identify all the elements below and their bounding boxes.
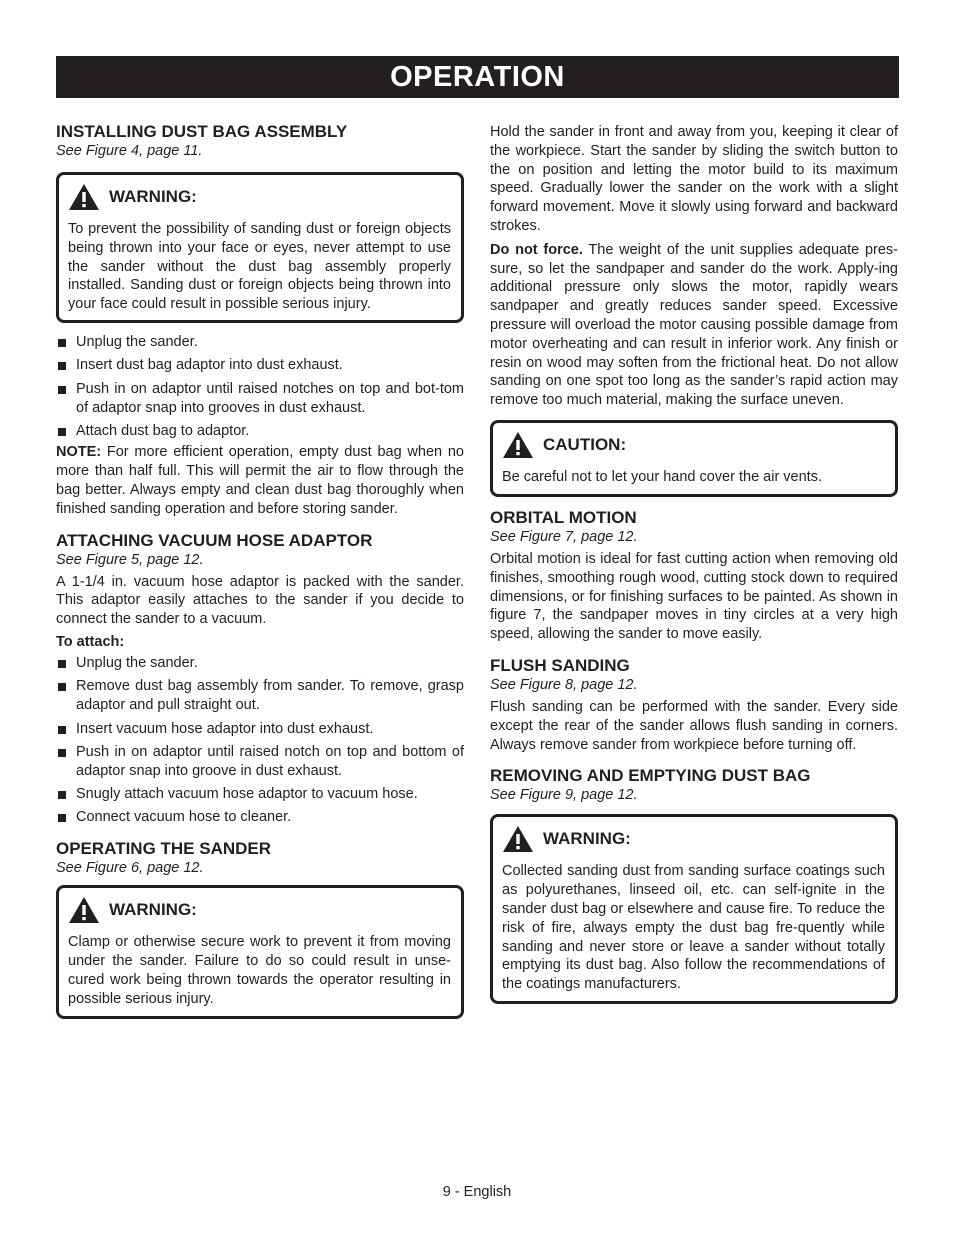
- note-paragraph: [56, 443, 464, 518]
- figure-reference: See Figure 9, page 12.: [490, 787, 638, 804]
- do-not-force-lead: Do not force.: [490, 241, 583, 258]
- warning-triangle-icon: [68, 896, 100, 924]
- right-column: [490, 122, 898, 1004]
- warning-triangle-icon: [502, 431, 534, 459]
- flush-text: Flush sanding can be performed with the sander. Every side except the rear of the sander allows flush sanding in corners. Always remove sander from workpiece before turning off.: [490, 698, 898, 753]
- figure-reference: See Figure 4, page 11.: [56, 143, 203, 159]
- figure-reference: See Figure 8, page 12.: [490, 676, 638, 693]
- list-item: Attach dust bag to adaptor.: [56, 422, 464, 441]
- list-item: Push in on adaptor until raised notches on top and bot-tom of adaptor snap into grooves in dust exhaust.: [56, 380, 464, 418]
- warning-triangle-icon: [502, 825, 534, 853]
- list-item: Remove dust bag assembly from sander. To remove, grasp adaptor and pull straight out.: [56, 677, 464, 715]
- figure-reference: See Figure 6, page 12.: [56, 860, 204, 877]
- section-heading-removing: REMOVING AND EMPTYING DUST BAG: [490, 766, 811, 786]
- note-text: For more efficient operation, empty dust bag when no more than half full. This will permit the air to flow through the bag better. Always empty and clean dust bag thoroughly when finished sanding operation and before storing sander.: [56, 444, 464, 517]
- list-item: Unplug the sander.: [56, 333, 464, 352]
- figure-reference: See Figure 7, page 12.: [490, 528, 638, 545]
- page-number: 9 - English: [442, 1184, 512, 1200]
- section-heading-orbital: ORBITAL MOTION: [490, 507, 637, 527]
- dust-bag-steps: [56, 333, 464, 441]
- section-heading-dust-bag: INSTALLING DUST BAG ASSEMBLY: [56, 122, 348, 141]
- do-not-force-paragraph: [490, 241, 898, 410]
- list-item: Unplug the sander.: [56, 654, 464, 673]
- caution-box: [490, 420, 898, 497]
- left-column: [56, 122, 464, 1019]
- warning-title: WARNING:: [543, 829, 631, 849]
- section-heading-vacuum: ATTACHING VACUUM HOSE ADAPTOR: [56, 530, 373, 550]
- vacuum-steps: [56, 654, 464, 827]
- vacuum-text: A 1-1/4 in. vacuum hose adaptor is packed with the sander. This adaptor easily attaches to the sander if you decide to connect the sander to a vacuum.: [56, 573, 464, 628]
- hold-sander-text: Hold the sander in front and away from you, keeping it clear of the workpiece. Start the sander by sliding the switch button to the on position and letting the motor build to its maximum speed. Gradually lower the sander on the work with a slight forward movement. Move it slowly using forward and backward strokes.: [490, 124, 898, 234]
- warning-box-dust-bag: [56, 172, 464, 323]
- warning-title: WARNING:: [109, 187, 197, 206]
- list-item: Insert dust bag adaptor into dust exhaust.: [56, 356, 464, 375]
- note-label: NOTE:: [56, 444, 102, 461]
- warning-box-removing: [490, 814, 898, 1004]
- warning-text: To prevent the possibility of sanding dust or foreign objects being thrown into your face or eyes, never attempt to use the sander without the dust bag assembly properly installed. Sanding dust or foreign objects being thrown into your face could result in possible serious injury.: [68, 221, 451, 313]
- caution-text: Be careful not to let your hand cover the air vents.: [502, 468, 822, 485]
- to-attach-label: To attach:: [56, 633, 125, 650]
- section-heading-flush: FLUSH SANDING: [490, 655, 630, 675]
- warning-triangle-icon: [68, 183, 100, 211]
- list-item: Insert vacuum hose adaptor into dust exhaust.: [56, 720, 464, 739]
- list-item: Snugly attach vacuum hose adaptor to vacuum hose.: [56, 785, 464, 804]
- warning-title: WARNING:: [109, 900, 197, 920]
- list-item: Push in on adaptor until raised notch on top and bottom of adaptor snap into groove in dust exhaust.: [56, 743, 464, 781]
- list-item: Connect vacuum hose to cleaner.: [56, 808, 464, 827]
- figure-reference: See Figure 5, page 12.: [56, 551, 204, 568]
- orbital-text: Orbital motion is ideal for fast cutting action when removing old finishes, smoothing rough wood, cutting stock down to required dimensions, or for finishing surfaces to be painted. As shown in figure 7, the sandpaper moves in tiny circles at a very high speed, allowing the sander to move easily.: [490, 550, 898, 643]
- warning-text: Clamp or otherwise secure work to prevent it from moving under the sander. Failure to do so could result in unse-cured work being thrown towards the operator resulting in possible serious injury.: [68, 934, 451, 1007]
- caution-title: CAUTION:: [543, 434, 627, 454]
- do-not-force-text: The weight of the unit supplies adequate pres-sure, so let the sandpaper and sander do the work. Apply-ing additional pressure only slows the motor, rapidly wears sandpaper and greatly reduces sander speed. Excessive pressure will overload the motor causing possible damage from motor overheating and can result in inferior work. Any finish or resin on wood may soften from the frictional heat. Do not allow sanding on one spot too long as the sander’s rapid action may remove too much material, making the surface uneven.: [490, 241, 898, 409]
- section-heading-operating: OPERATING THE SANDER: [56, 839, 272, 859]
- page-title-banner: OPERATION: [56, 56, 899, 98]
- warning-text: Collected sanding dust from sanding surface coatings such as polyurethanes, linseed oil, etc. can self-ignite in the sander dust bag or elsewhere and cause fire. To reduce the risk of fire, always empty the dust bag fre-quently while sanding and never store or leave a sander without totally emptying its dust bag. Also follow the recommendations of the coatings manufacturers.: [502, 863, 885, 993]
- warning-box-operating: [56, 885, 464, 1019]
